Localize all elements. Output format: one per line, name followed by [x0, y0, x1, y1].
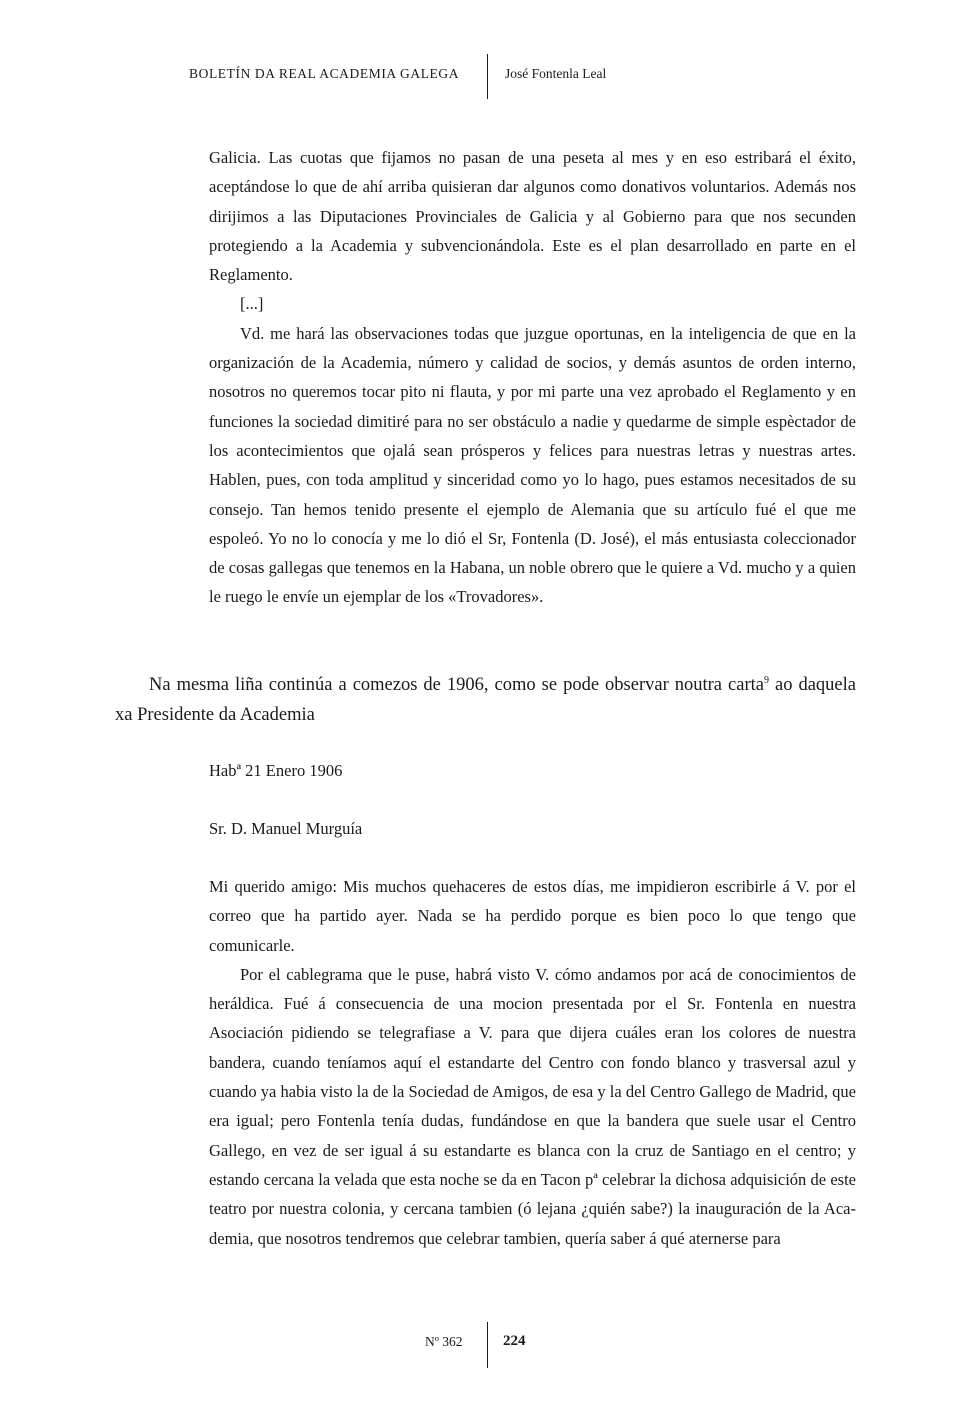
intro-paragraph — [115, 670, 856, 730]
quote1-paragraph: Galicia. Las cuotas que fijamos no pasan de una peseta al mes y en eso estribará el éxito, aceptándose lo que de ahí arriba quisieran dar algunos como donativos voluntarios. Además nos dirijimos a las Diputaciones Provinciales de Galicia y al Gobierno para que nos secunden protegiendo a la Academia y subvencionándola. Este es el plan desarrollado en parte en el Reglamento. — [209, 148, 856, 285]
body-paragraph — [115, 670, 856, 730]
letter-date: Habª 21 Enero 1906 — [209, 761, 343, 780]
intro-text-end: ao daquela xa Presidente da Academia — [115, 675, 856, 725]
quote2-paragraph: Por el cablegrama que le puse, habrá visto V. cómo andamos por acá de conocimientos de heráldica. Fué á consecuencia de una mocion presentada por el Sr. Fontenla en nuestra Asociación pidiendo se telegrafiase a V. para que dijera cuáles eran los colores de nuestra bandera, cuando teníamos aquí el estandarte del Centro con fondo blanco y trasversal azul y cuando ya habia visto la de la Sociedad de Amigos, de esa y la del Centro Gallego de Madrid, que era igual; pero Fontenla tenía dudas, fundándose en que la bandera que suele usar el Centro Gallego, en vez de ser igual á su estandarte es blanca con la cruz de Santiago en el centro; y estando cercana la velada que esta noche se da en Tacon pª celebrar la dichosa adquisición de este teatro por nuestra colonia, y cercana tambien (ó lejana ¿quién sabe?) la inauguración de la Academia, que nosotros tendremos que celebrar tambien, quería saber á qué aternerse para — [209, 964, 856, 1248]
letter-quote-1 — [209, 143, 856, 612]
page-number: 224 — [503, 1333, 526, 1349]
quote1-paragraph: Vd. me hará las observaciones todas que juzgue oportunas, en la inteligencia de que en la organización de la Academia, número y calidad de socios, y demás asuntos de orden interno, nosotros no queremos tocar pito ni flauta, y por mi parte una vez aprobado el Reglamento y en funciones la sociedad dimitiré para no ser obstáculo a nadie y quedarme de simple espèctador de los acontecimientos que ojalá sean prósperos y felices para nuestras letras y nuestras artes. Hablen, pues, con toda amplitud y sinceridad como yo lo hago, pues estamos necesitados de su consejo. Tan hemos tenido presente el ejemplo de Alemania que su artículo fué el que me espoleó. Yo no lo conocía y me lo dió el Sr, Fontenla (D. José), el más entusiasta coleccionador de cosas gallegas que tenemos en la Habana, un noble obrero que le quiere a Vd. mucho y a quien le ruego le envíe un ejemplar de los «Trovadores». — [209, 323, 856, 607]
letter-addressee: Sr. D. Manuel Murguía — [209, 819, 363, 838]
footnote-reference[interactable]: 9 — [763, 675, 769, 686]
quote2-paragraph: Mi querido amigo: Mis muchos quehaceres de estos días, me impidieron escribirle á V. por el correo que ha partido ayer. Nada se ha perdido porque es bien poco lo que tengo que comunicarle. — [209, 877, 856, 955]
footer-divider — [487, 1322, 488, 1368]
article-author: José Fontenla Leal — [505, 66, 607, 81]
intro-text: Na mesma liña continúa a comezos de 1906, como se pode observar noutra carta — [149, 675, 764, 695]
running-header — [0, 52, 975, 100]
header-divider — [487, 54, 488, 99]
ellipsis-marker: [...] — [240, 294, 264, 314]
page-footer — [0, 1322, 975, 1370]
issue-number: Nº 362 — [425, 1334, 463, 1349]
letter-quote-2 — [209, 872, 856, 1253]
journal-title: BOLETÍN DA REAL ACADEMIA GALEGA — [189, 66, 460, 81]
